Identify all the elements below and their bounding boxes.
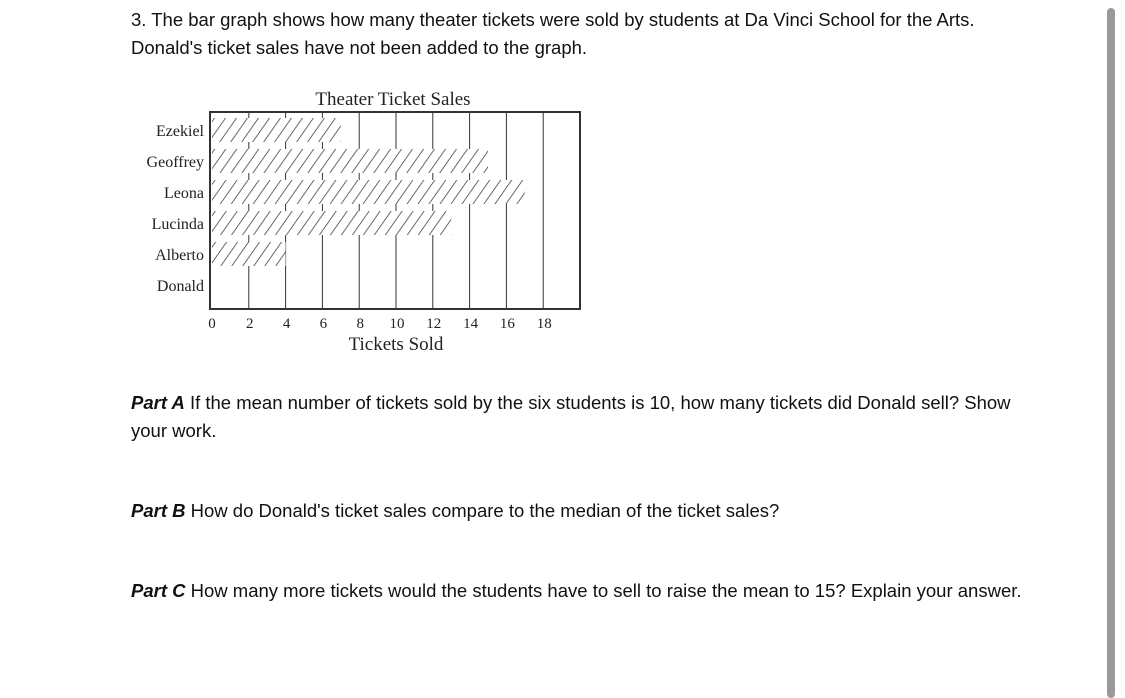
vertical-scrollbar[interactable]: [1107, 8, 1115, 698]
part-a-question: [131, 389, 1031, 445]
part-c-text: How many more tickets would the students have to sell to raise the mean to 15? Explain your answer.: [185, 580, 1022, 601]
x-tick-label: 14: [463, 316, 479, 332]
chart-title: Theater Ticket Sales: [315, 89, 471, 110]
category-label-donald: Donald: [156, 278, 204, 295]
x-axis-label: Tickets Sold: [348, 334, 444, 355]
part-a-label: Part A: [131, 392, 185, 413]
part-a-text: If the mean number of tickets sold by the six students is 10, how many tickets did Donald sell? Show your work.: [131, 392, 1011, 441]
x-tick-label: 0: [208, 316, 216, 332]
x-tick-label: 6: [319, 316, 328, 332]
category-label-lucinda: Lucinda: [151, 216, 204, 233]
bar-lucinda: [212, 211, 451, 235]
part-b-label: Part B: [131, 500, 186, 521]
x-tick-label: 18: [536, 316, 552, 332]
bar-leona: [212, 180, 525, 204]
category-label-geoffrey: Geoffrey: [146, 154, 204, 171]
bar-geoffrey: [212, 149, 488, 173]
x-tick-label: 12: [426, 316, 442, 332]
x-tick-label: 8: [356, 316, 364, 332]
x-tick-label: 4: [282, 316, 291, 332]
bar-ezekiel: [212, 118, 341, 142]
part-b-text: How do Donald's ticket sales compare to the median of the ticket sales?: [185, 500, 780, 521]
category-label-leona: Leona: [164, 185, 204, 202]
category-label-alberto: Alberto: [155, 247, 204, 264]
x-tick-label: 16: [499, 316, 515, 332]
x-tick-label: 10: [389, 316, 405, 332]
part-c-question: [131, 577, 1031, 605]
category-label-ezekiel: Ezekiel: [156, 123, 204, 140]
bar-alberto: [212, 242, 286, 266]
part-c-label: Part C: [131, 580, 186, 601]
x-tick-label: 2: [246, 316, 254, 332]
question-text: 3. The bar graph shows how many theater tickets were sold by students at Da Vinci School for the Arts. Donald's ticket sales have not been added to the graph.: [131, 9, 975, 58]
part-b-question: [131, 497, 1031, 525]
